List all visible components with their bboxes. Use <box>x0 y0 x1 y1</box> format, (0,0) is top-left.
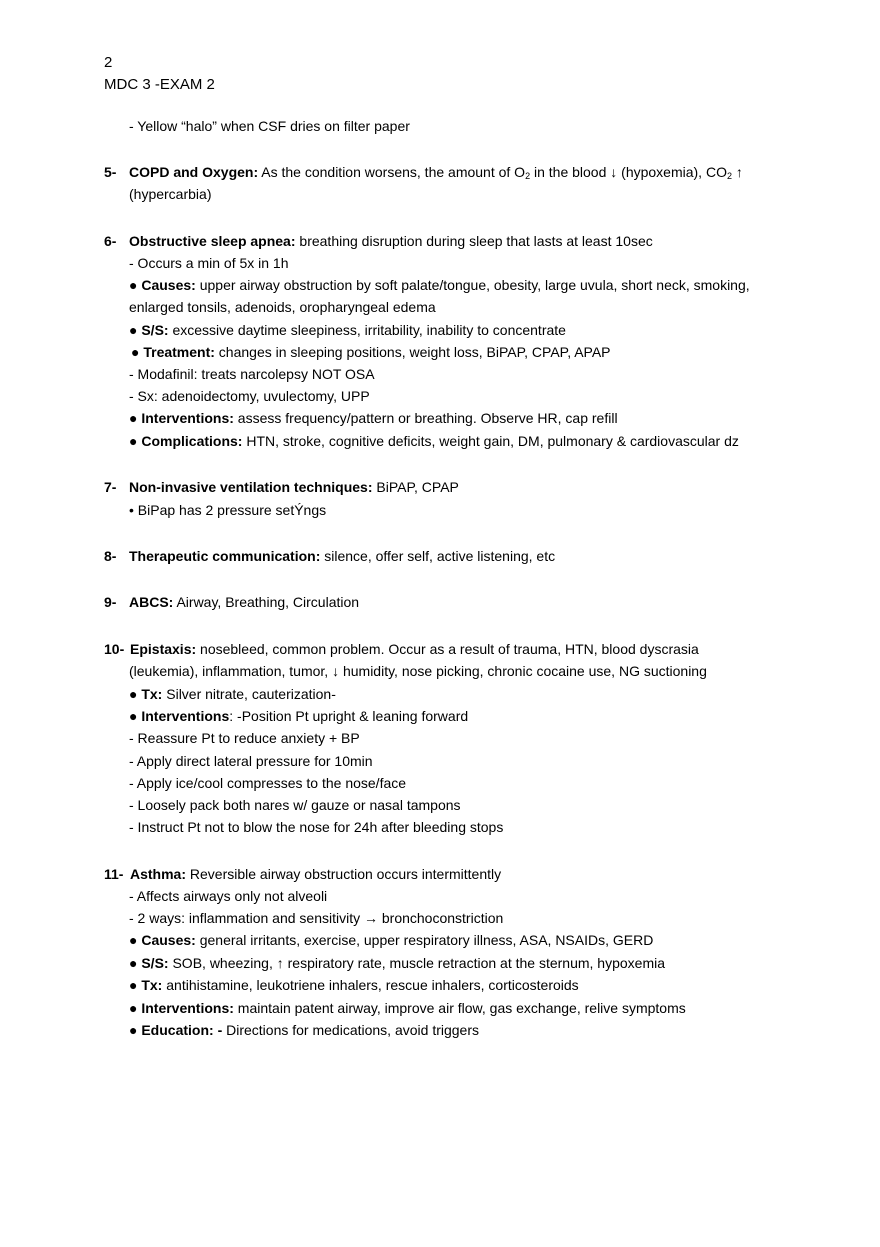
item-10-instruct: - Instruct Pt not to blow the nose for 24h after bleeding stops <box>129 819 504 835</box>
item-11-affects: - Affects airways only not alveoli <box>129 888 328 904</box>
item-5-line-2: (hypercarbia) <box>129 186 212 202</box>
item-10-line-2: (leukemia), inflammation, tumor, ↓ humidity, nose picking, chronic cocaine use, NG suctioning <box>129 663 707 679</box>
item-5-line: COPD and Oxygen: As the condition worsens, the amount of $O_2$ in the blood ↓ (hypoxemia), $CO_2$ ↑ <box>129 164 743 181</box>
item-7-line: Non-invasive ventilation techniques: BiPAP, CPAP <box>129 479 459 495</box>
item-11-signs: ● S/S: SOB, wheezing, ↑ respiratory rate, muscle retraction at the sternum, hypoxemia <box>129 955 666 971</box>
item-5-number: 5- <box>104 164 117 180</box>
continuation-line: - Yellow “halo” when CSF dries on filter paper <box>129 118 410 134</box>
item-6-causes-cont: enlarged tonsils, adenoids, oropharyngeal edema <box>129 299 436 315</box>
item-6-treatment: ● Treatment: changes in sleeping positions, weight loss, BiPAP, CPAP, APAP <box>131 344 611 360</box>
item-9-line: ABCS: Airway, Breathing, Circulation <box>129 594 360 610</box>
item-11-education: ● Education: - Directions for medications, avoid triggers <box>129 1022 480 1038</box>
item-6-occurs: - Occurs a min of 5x in 1h <box>129 255 289 271</box>
item-11-title: Asthma: <box>130 866 187 882</box>
item-11-tx: ● Tx: antihistamine, leukotriene inhalers, rescue inhalers, corticosteroids <box>129 977 579 993</box>
item-10-title: Epistaxis: <box>130 641 197 657</box>
item-10-interventions: ● Interventions: -Position Pt upright & leaning forward <box>129 708 469 724</box>
item-6-line: Obstructive sleep apnea: breathing disruption during sleep that lasts at least 10sec <box>129 233 653 249</box>
item-11-line: Asthma: Reversible airway obstruction occurs intermittently <box>130 866 502 882</box>
item-10-tx: ● Tx: Silver nitrate, cauterization- <box>129 686 336 702</box>
item-10-ice: - Apply ice/cool compresses to the nose/face <box>129 775 407 791</box>
item-9-number: 9- <box>104 594 117 610</box>
item-6-surgery: - Sx: adenoidectomy, uvulectomy, UPP <box>129 388 370 404</box>
item-6-interventions: ● Interventions: assess frequency/pattern or breathing. Observe HR, cap refill <box>129 410 618 426</box>
item-7-number: 7- <box>104 479 117 495</box>
item-5-title: COPD and Oxygen: <box>129 164 259 180</box>
item-10-pressure: - Apply direct lateral pressure for 10min <box>129 753 373 769</box>
item-6-signs: ● S/S: excessive daytime sleepiness, irritability, inability to concentrate <box>129 322 566 338</box>
item-8-line: Therapeutic communication: silence, offer self, active listening, etc <box>129 548 556 564</box>
page-header <box>104 52 215 96</box>
item-7-title: Non-invasive ventilation techniques: <box>129 479 373 495</box>
item-6-modafinil: - Modafinil: treats narcolepsy NOT OSA <box>129 366 375 382</box>
item-11-interventions: ● Interventions: maintain patent airway, improve air flow, gas exchange, relive symptoms <box>129 1000 686 1016</box>
item-11-ways: - 2 ways: inflammation and sensitivity → bronchoconstriction <box>129 910 504 926</box>
item-6-number: 6- <box>104 233 117 249</box>
item-10-number: 10- <box>104 641 125 657</box>
item-9-title: ABCS: <box>129 594 174 610</box>
item-10-reassure: - Reassure Pt to reduce anxiety + BP <box>129 730 360 746</box>
item-11-number: 11- <box>104 866 124 882</box>
document-title: MDC 3 -EXAM 2 <box>104 76 215 93</box>
item-6-causes: ● Causes: upper airway obstruction by soft palate/tongue, obesity, large uvula, short neck, smoking, <box>129 277 750 293</box>
item-6-complications: ● Complications: HTN, stroke, cognitive deficits, weight gain, DM, pulmonary & cardiovascular dz <box>129 433 739 449</box>
item-8-title: Therapeutic communication: <box>129 548 321 564</box>
item-10-pack: - Loosely pack both nares w/ gauze or nasal tampons <box>129 797 461 813</box>
item-10-line: Epistaxis: nosebleed, common problem. Occur as a result of trauma, HTN, blood dyscrasia <box>130 641 699 657</box>
item-7-bipap: • BiPap has 2 pressure setÝngs <box>129 502 327 518</box>
item-6-title: Obstructive sleep apnea: <box>129 233 296 249</box>
page-number: 2 <box>104 54 113 71</box>
item-11-causes: ● Causes: general irritants, exercise, upper respiratory illness, ASA, NSAIDs, GERD <box>129 932 654 948</box>
item-8-number: 8- <box>104 548 117 564</box>
